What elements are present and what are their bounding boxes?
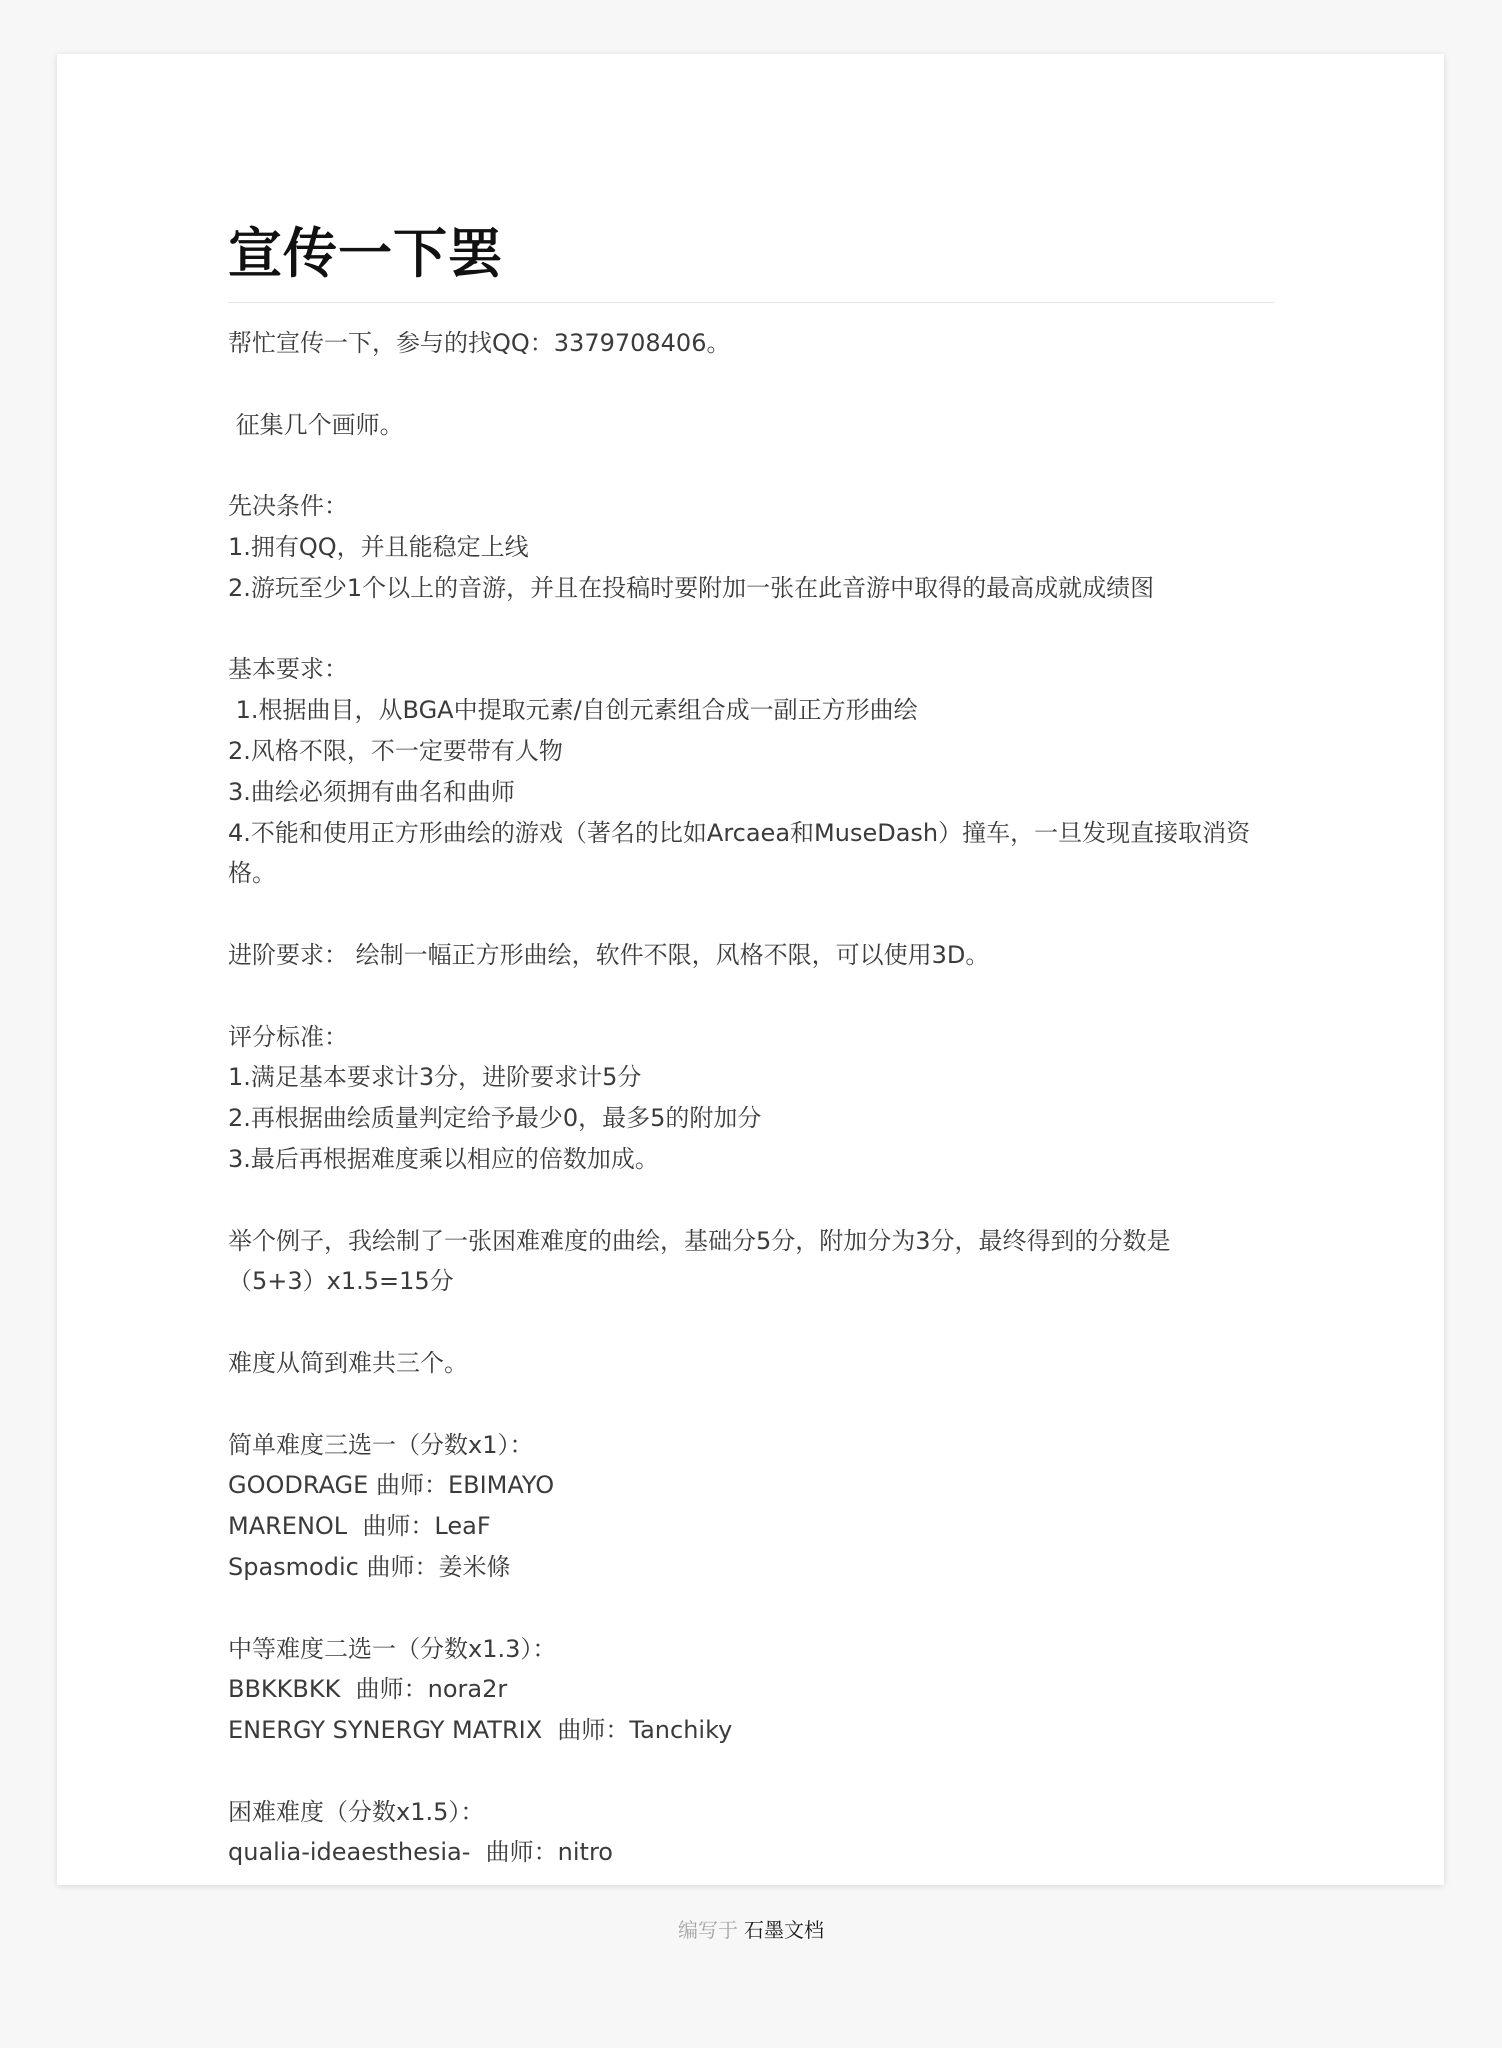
title-divider xyxy=(228,302,1274,303)
paragraph-line: 帮忙宣传一下，参与的找QQ：3379708406。 xyxy=(228,329,731,357)
paragraph-line: BBKKBKK 曲师：nora2r xyxy=(228,1675,508,1704)
paragraph-line: 基本要求： xyxy=(228,655,348,684)
paragraph-line: 1.满足基本要求计3分，进阶要求计5分 xyxy=(228,1063,642,1092)
paragraph-line: 2.再根据曲绘质量判定给予最少0，最多5的附加分 xyxy=(228,1104,762,1133)
paragraph-line: 2.游玩至少1个以上的音游，并且在投稿时要附加一张在此音游中取得的最高成就成绩图 xyxy=(228,573,1155,602)
paragraph-line: 难度从简到难共三个。 xyxy=(228,1348,468,1377)
paragraph-line: GOODRAGE 曲师：EBIMAYO xyxy=(228,1471,555,1500)
document-title: 宣传一下罢 xyxy=(228,222,503,285)
paragraph-line: 2.风格不限，不一定要带有人物 xyxy=(228,736,563,765)
paragraph-line: 格。 xyxy=(228,859,276,888)
paragraph-line: 征集几个画师。 xyxy=(228,410,404,439)
footer-label: 编写于 xyxy=(678,1918,738,1942)
paragraph-line: 进阶要求： 绘制一幅正方形曲绘，软件不限，风格不限，可以使用3D。 xyxy=(228,940,990,969)
footer-brand-link[interactable]: 石墨文档 xyxy=(744,1918,824,1942)
paragraph-line: （5+3）x1.5=15分 xyxy=(228,1267,454,1296)
blank-line xyxy=(228,1588,1274,1629)
paragraph-line: 简单难度三选一（分数x1）： xyxy=(228,1430,534,1459)
blank-line xyxy=(228,1180,1274,1221)
blank-line xyxy=(228,609,1274,650)
blank-line xyxy=(228,364,1274,405)
paragraph-line: qualia-ideaesthesia- 曲师：nitro xyxy=(228,1838,613,1867)
paragraph-line: 1.拥有QQ，并且能稳定上线 xyxy=(228,532,529,561)
blank-line xyxy=(228,976,1274,1017)
paragraph-line: 举个例子，我绘制了一张困难难度的曲绘，基础分5分，附加分为3分，最终得到的分数是 xyxy=(228,1226,1171,1255)
paragraph-line: 3.曲绘必须拥有曲名和曲师 xyxy=(228,777,515,806)
paragraph-line: 中等难度二选一（分数x1.3）： xyxy=(228,1634,557,1663)
paragraph-line: 4.不能和使用正方形曲绘的游戏（著名的比如Arcaea和MuseDash）撞车，一旦发现直接取消资 xyxy=(228,818,1251,847)
blank-line xyxy=(228,1302,1274,1343)
document-page xyxy=(57,54,1444,1885)
paragraph-line: Spasmodic 曲师：姜米條 xyxy=(228,1552,511,1581)
paragraph-line: 1.根据曲目，从BGA中提取元素/自创元素组合成一副正方形曲绘 xyxy=(228,696,918,725)
paragraph-line: 评分标准： xyxy=(228,1022,348,1051)
blank-line xyxy=(228,445,1274,486)
document-content xyxy=(228,214,1274,1873)
document-body xyxy=(228,323,1274,1873)
paragraph-line: MARENOL 曲师：LeaF xyxy=(228,1512,491,1541)
paragraph-line: ENERGY SYNERGY MATRIX 曲师：Tanchiky xyxy=(228,1716,733,1745)
paragraph-line: 先决条件： xyxy=(228,492,348,521)
blank-line xyxy=(228,1384,1274,1425)
paragraph-line: 困难难度（分数x1.5）： xyxy=(228,1797,485,1826)
paragraph-line: 3.最后再根据难度乘以相应的倍数加成。 xyxy=(228,1144,659,1173)
blank-line xyxy=(228,894,1274,935)
blank-line xyxy=(228,1751,1274,1792)
footer xyxy=(0,1910,1502,1950)
